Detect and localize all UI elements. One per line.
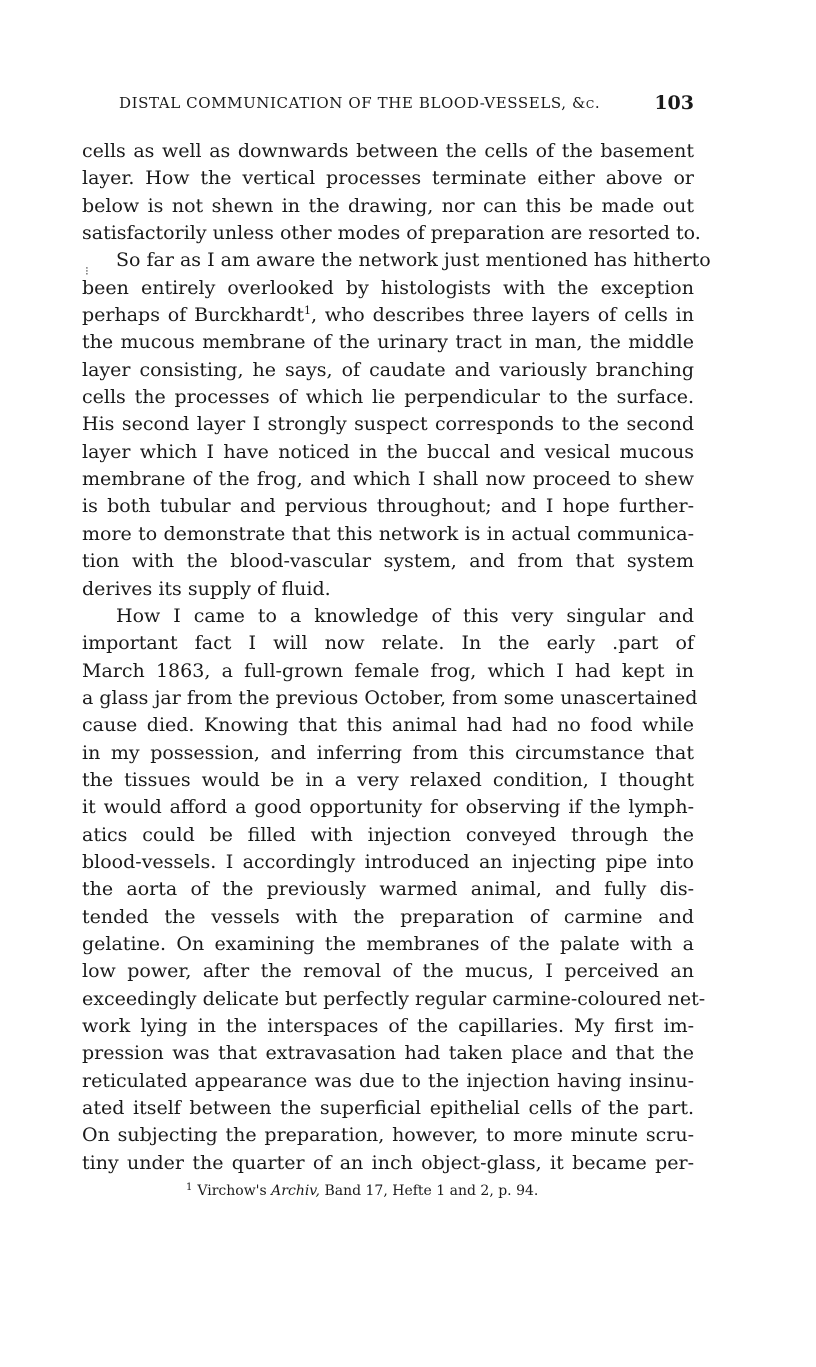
text-fragment: perhaps of Burckhardt — [82, 304, 304, 327]
text-line: layer consisting, he says, of caudate and variously branching — [82, 358, 694, 381]
text-line: cause died. Knowing that this animal had had no food while — [82, 714, 694, 737]
text-line: the aorta of the previously warmed animal, and fully dis- — [82, 878, 694, 901]
text-line — [82, 302, 694, 329]
text-line: atics could be filled with injection conveyed through the — [82, 823, 694, 846]
text-line: His second layer I strongly suspect corresponds to the second — [82, 413, 694, 436]
text-line: exceedingly delicate but perfectly regular carmine-coloured net- — [82, 987, 706, 1010]
text-line: low power, after the removal of the mucus, I perceived an — [82, 960, 694, 983]
text-line: tion with the blood-vascular system, and from that system — [82, 550, 694, 573]
text-line: work lying in the interspaces of the capillaries. My first im- — [82, 1015, 694, 1037]
text-line: gelatine. On examining the membranes of the palate with a — [82, 932, 694, 955]
text-line: cells as well as downwards between the cells of the basement — [82, 140, 694, 162]
text-fragment: , who describes three layers of cells in — [310, 304, 694, 327]
text-line: a glass jar from the previous October, from some unascertained — [82, 686, 698, 709]
footnote-journal: Archiv, — [271, 1183, 321, 1199]
running-head: DISTAL COMMUNICATION OF THE BLOOD-VESSELS, &c. — [119, 94, 601, 112]
text-line: layer. How the vertical processes terminate either above or — [82, 167, 694, 190]
text-line: So far as I am aware the network just mentioned has hitherto — [116, 249, 711, 272]
text-line: blood-vessels. I accordingly introduced an injecting pipe into — [82, 850, 694, 873]
text-line: layer which I have noticed in the buccal and vesical mucous — [82, 440, 694, 463]
text-line: tiny under the quarter of an inch object-glass, it became per- — [82, 1151, 694, 1174]
text-line: How I came to a knowledge of this very singular and — [116, 604, 694, 627]
footnote-text: Band 17, Hefte 1 and 2, p. 94. — [320, 1183, 539, 1199]
body-text — [82, 138, 711, 1177]
text-line: March 1863, a full-grown female frog, which I had kept in — [82, 659, 694, 682]
text-line: in my possession, and inferring from this circumstance that — [82, 741, 694, 764]
text-line: reticulated appearance was due to the injection having insinu- — [82, 1069, 694, 1092]
text-line: more to demonstrate that this network is in actual communica- — [82, 522, 694, 545]
text-line: satisfactorily unless other modes of preparation are resorted to. — [82, 222, 701, 245]
text-line: tended the vessels with the preparation of carmine and — [82, 905, 694, 928]
text-line: important fact I will now relate. In the early .part of — [82, 632, 694, 655]
text-line: it would afford a good opportunity for observing if the lymph- — [82, 796, 694, 819]
text-line: below is not shewn in the drawing, nor can this be made out — [82, 194, 694, 217]
text-line: cells the processes of which lie perpendicular to the surface. — [82, 386, 694, 409]
text-line: pression was that extravasation had taken place and that the — [82, 1042, 694, 1065]
text-line: On subjecting the preparation, however, to more minute scru- — [82, 1124, 694, 1147]
footnote-text: Virchow's — [197, 1183, 272, 1199]
text-line: ated itself between the superficial epithelial cells of the part. — [82, 1097, 694, 1120]
text-line: membrane of the frog, and which I shall now proceed to shew — [82, 468, 694, 491]
footnote — [186, 1182, 538, 1199]
page-number: 103 — [654, 92, 694, 114]
page-header — [82, 92, 694, 118]
text-line: been entirely overlooked by histologists with the exception — [82, 276, 694, 299]
text-line: is both tubular and pervious throughout; and I hope further- — [82, 495, 694, 518]
text-line: the tissues would be in a very relaxed condition, I thought — [82, 768, 694, 791]
text-line: the mucous membrane of the urinary tract in man, the middle — [82, 331, 694, 354]
footnote-reference: 1 — [303, 304, 311, 318]
text-line: derives its supply of fluid. — [82, 577, 331, 600]
margin-mark: ⁝ — [85, 264, 89, 278]
footnote-marker: 1 — [186, 1182, 193, 1193]
